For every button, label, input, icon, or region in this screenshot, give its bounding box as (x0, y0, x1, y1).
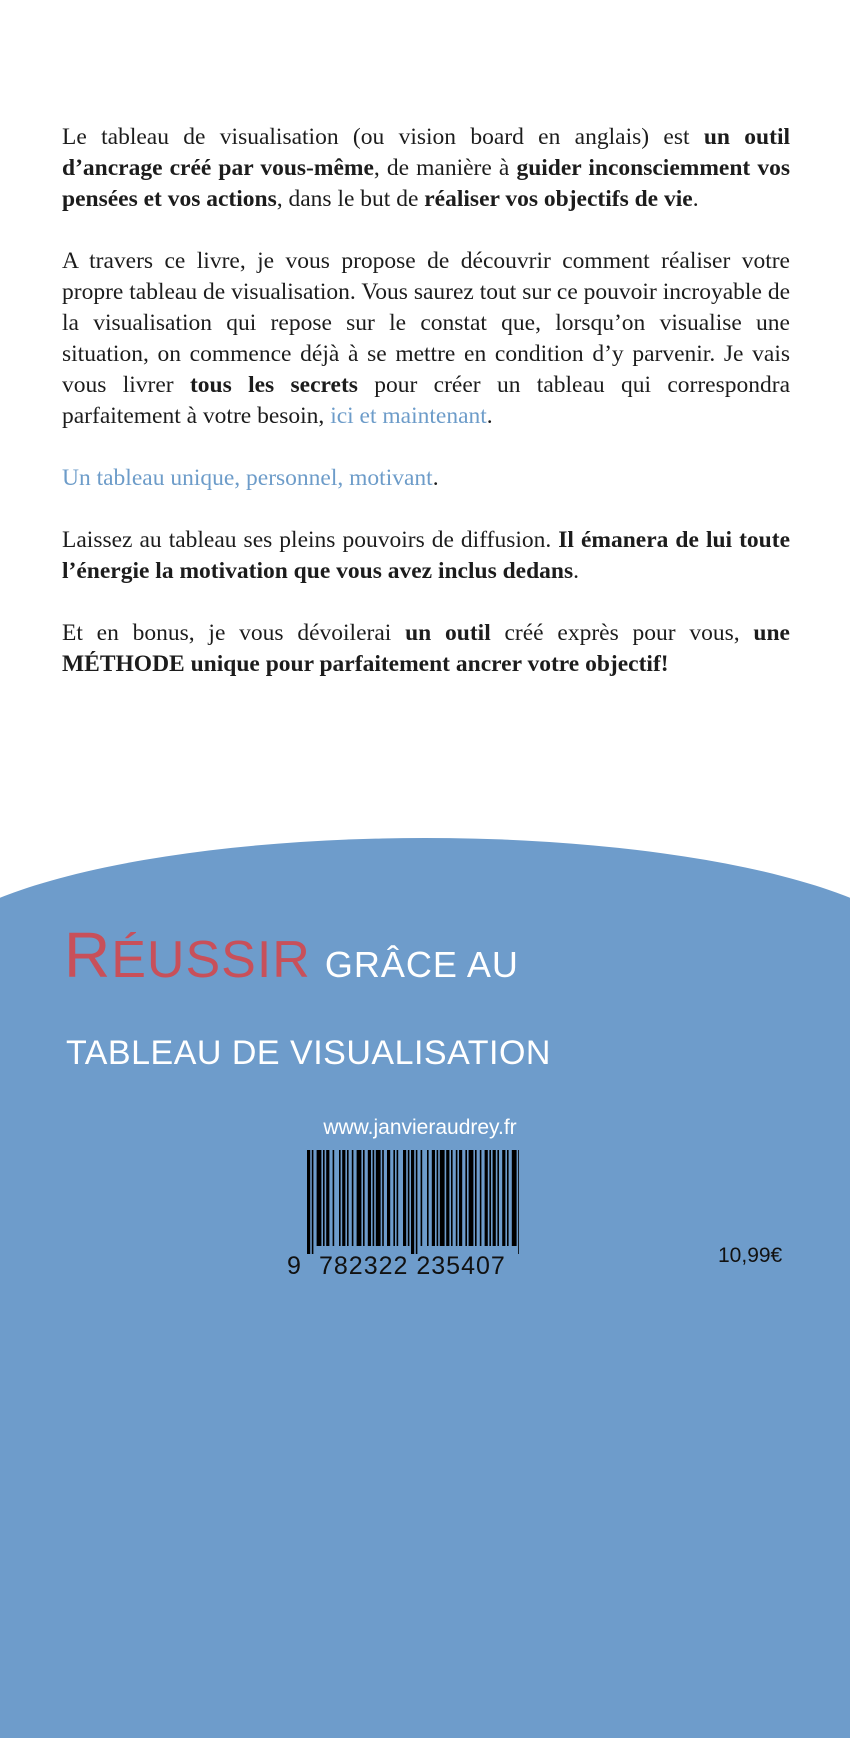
title-subtitle-part-2: TABLEAU DE VISUALISATION (66, 1034, 551, 1072)
barcode (287, 1146, 535, 1286)
barcode-bar (368, 1150, 371, 1246)
barcode-bar (465, 1150, 467, 1246)
blurb-paragraph-1 (62, 122, 790, 215)
barcode-bar (339, 1150, 341, 1246)
text: , dans le but de (276, 186, 425, 212)
barcode-bar (403, 1150, 406, 1246)
text: Laissez au tableau ses pleins pouvoirs de diffusion. (62, 527, 559, 553)
barcode-bar (312, 1150, 314, 1254)
barcode-bar (485, 1150, 488, 1246)
barcode-bar (387, 1150, 390, 1246)
barcode-bar (416, 1150, 418, 1254)
barcode-bar (373, 1150, 375, 1246)
barcode-bar (493, 1150, 496, 1246)
back-cover-blurb (62, 122, 790, 711)
bold-text: un outil d’ancrage créé par vous-même (62, 124, 790, 181)
bold-text: réaliser vos objectifs de vie (424, 186, 693, 212)
barcode-bar (480, 1150, 482, 1246)
barcode-bar (507, 1150, 509, 1246)
text: A travers ce livre, je vous propose de découvrir comment réaliser votre propre tableau de visualisation. Vous saurez tout sur ce pouvoir incroyable de la visualisation qui repose sur le constat que, lorsqu’on visualise une situation, on commence déjà à se mettre en condition d’y parvenir. Je vais vous livrer (62, 248, 790, 398)
barcode-bar (459, 1150, 462, 1246)
blurb-paragraph-5 (62, 618, 790, 680)
accent-text: ici et maintenant (330, 403, 487, 429)
title-initial: R (64, 919, 112, 991)
text: . (573, 558, 580, 584)
barcode-bar (518, 1150, 519, 1254)
barcode-bar (432, 1150, 435, 1246)
text: . (432, 465, 439, 491)
barcode-bar (427, 1150, 429, 1246)
barcode-bar (323, 1150, 325, 1246)
isbn-first-digit: 9 (287, 1252, 302, 1280)
barcode-bar (451, 1150, 453, 1246)
accent-text: Un tableau unique, personnel, motivant (62, 465, 433, 491)
blurb-paragraph-3 (62, 463, 790, 494)
barcode-bar (456, 1150, 458, 1246)
bold-text: un outil (405, 620, 491, 646)
title-line-1 (64, 918, 519, 992)
website-url: www.janvieraudrey.fr (323, 1116, 517, 1139)
barcode-bar (382, 1150, 384, 1246)
barcode-bar (393, 1150, 395, 1246)
barcode-bar (446, 1150, 449, 1246)
text: Le tableau de visualisation (ou vision board en anglais) est (62, 124, 704, 150)
barcode-bar (307, 1150, 310, 1254)
barcode-bar (502, 1150, 505, 1246)
barcode-bar (376, 1150, 381, 1246)
price: 10,99€ (718, 1244, 783, 1267)
barcode-bar (421, 1150, 423, 1246)
text: Et en bonus, je vous dévoilerai (62, 620, 406, 646)
barcode-bar (489, 1150, 491, 1246)
barcode-bar (347, 1150, 349, 1246)
barcode-bar (326, 1150, 329, 1246)
barcode-bar (411, 1150, 414, 1254)
barcode-bar (475, 1150, 477, 1246)
bold-text: guider inconsciemment vos pensées et vos actions (62, 155, 790, 212)
barcode-bar (469, 1150, 474, 1246)
bold-text: tous les secrets (189, 372, 358, 398)
blurb-paragraph-4 (62, 525, 790, 587)
barcode-bar (363, 1150, 365, 1246)
barcode-bar (317, 1150, 322, 1246)
barcode-bar (512, 1150, 517, 1246)
barcode-bar (437, 1150, 439, 1246)
barcode-bar (352, 1150, 354, 1246)
barcode-bar (357, 1150, 362, 1246)
isbn-digits: 782322 235407 (319, 1252, 506, 1280)
barcode-bars (307, 1150, 519, 1254)
bold-text: Il émanera de lui toute l’énergie la motivation que vous avez inclus dedans (62, 527, 790, 584)
text: , de manière à (373, 155, 517, 181)
barcode-bar (397, 1150, 399, 1246)
title-subtitle-part-1: GRÂCE AU (324, 944, 519, 985)
blurb-paragraph-2 (62, 246, 790, 432)
text: . (486, 403, 493, 429)
title-rest: ÉUSSIR (111, 931, 311, 989)
barcode-bar (440, 1150, 445, 1246)
bold-text: une MÉTHODE unique pour parfaitement ancrer votre objectif! (62, 620, 790, 677)
barcode-bar (342, 1150, 345, 1246)
text: pour créer un tableau qui correspondra parfaitement à votre besoin, (62, 372, 790, 429)
barcode-bar (497, 1150, 499, 1246)
title-main-word (64, 919, 311, 991)
barcode-bar (333, 1150, 335, 1246)
text: . (692, 186, 699, 212)
barcode-bar (408, 1150, 410, 1246)
text: créé exprès pour vous, (490, 620, 754, 646)
